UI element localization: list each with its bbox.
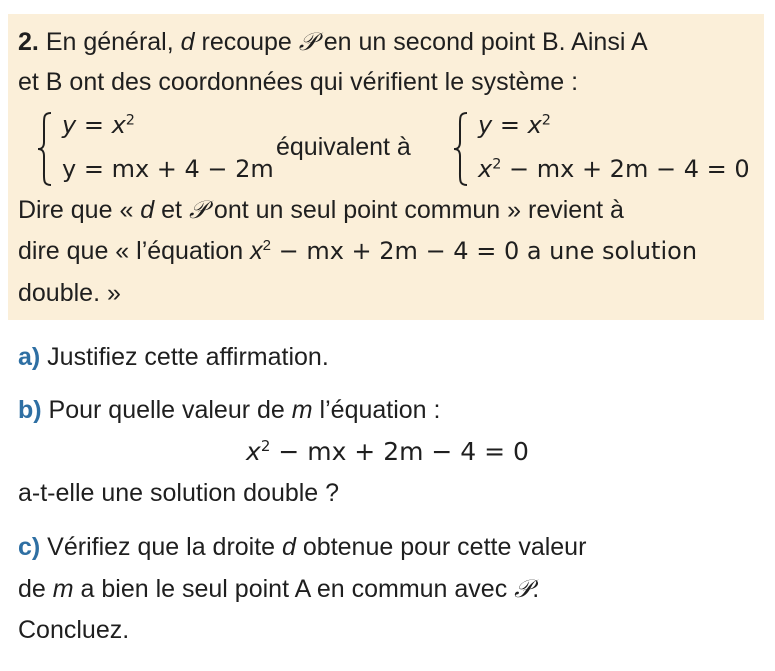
- question-label: a): [18, 343, 41, 371]
- part-number: 2.: [18, 28, 39, 56]
- part2-line1: 2. En général, d recoupe 𝒫 en un second point B. Ainsi A: [18, 27, 648, 56]
- question-b-line3: a-t-elle une solution double ?: [18, 479, 340, 507]
- part2-line5: dire que « l’équation $x^2$ − mx + 2m − 4 = 0 a une solution: [18, 237, 698, 265]
- question-label: c): [18, 533, 41, 561]
- equivalent-text: équivalent à: [276, 133, 411, 161]
- question-c: c) Vérifiez que la droite d obtenue pour cette valeur: [18, 533, 587, 561]
- question-label: b): [18, 396, 42, 424]
- system1-row1: $y = x^2$: [62, 111, 135, 139]
- system1-row2: y = mx + 4 − 2m: [62, 155, 274, 183]
- left-brace-icon: [36, 110, 54, 188]
- question-a: a) Justifiez cette affirmation.: [18, 343, 329, 371]
- left-brace-icon: [452, 110, 470, 188]
- part2-line6: double. »: [18, 279, 121, 307]
- system2-row1: $y = x^2$: [478, 111, 551, 139]
- question-b-equation: $x^2$ − mx + 2m − 4 = 0: [246, 437, 529, 466]
- part2-line2: et B ont des coordonnées qui vérifient le système :: [18, 68, 579, 96]
- question-c-line3: Concluez.: [18, 616, 130, 644]
- system2-row2: $x^2$ − mx + 2m − 4 = 0: [478, 155, 750, 183]
- question-c-line2: de m a bien le seul point A en commun avec 𝒫.: [18, 574, 540, 603]
- part2-line4: Dire que « d et 𝒫 ont un seul point commun » revient à: [18, 195, 624, 224]
- question-b: b) Pour quelle valeur de m l’équation :: [18, 396, 441, 424]
